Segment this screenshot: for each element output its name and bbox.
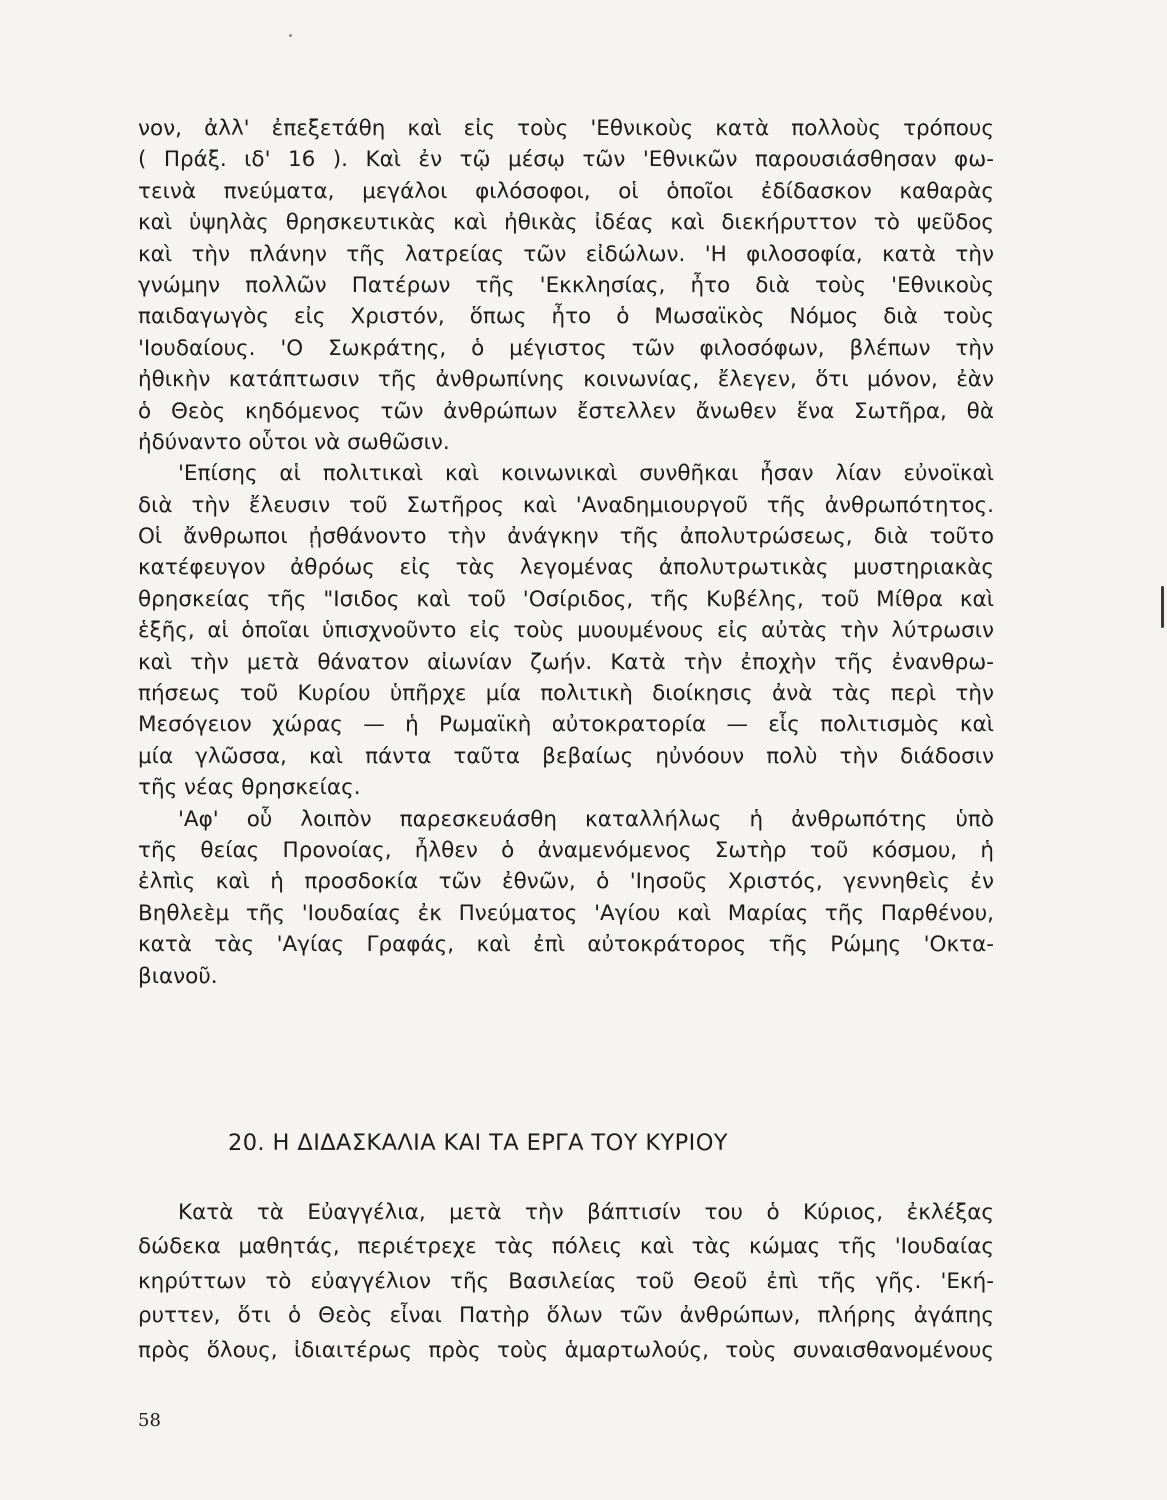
text-line: 'Αφ' οὗ λοιπὸν παρεσκευάσθη καταλλήλως ἡ ἀνθρωπότης ὑπὸ xyxy=(178,806,994,832)
text-line: 'Ιουδαίους. 'Ο Σωκράτης, ὁ μέγιστος τῶν φιλοσόφων, βλέπων τὴν xyxy=(138,335,994,361)
text-line: τῆς νέας θρησκείας. xyxy=(138,775,361,801)
paragraph-4 xyxy=(138,1196,994,1368)
text-line: ρυττεν, ὅτι ὁ Θεὸς εἶναι Πατὴρ ὅλων τῶν ἀνθρώπων, πλήρης ἀγάπης xyxy=(138,1303,994,1329)
text-line: Βηθλεὲμ τῆς 'Ιουδαίας ἐκ Πνεύματος 'Αγίου καὶ Μαρίας τῆς Παρθένου, xyxy=(138,900,994,926)
main-text xyxy=(138,113,994,992)
text-line: θρησκείας τῆς "Ισιδος καὶ τοῦ 'Οσίριδος, τῆς Κυβέλης, τοῦ Μίθρα καὶ xyxy=(138,586,994,612)
section-heading: 20. Η ΔΙΔΑΣΚΑΛΙΑ ΚΑΙ ΤΑ ΕΡΓΑ ΤΟΥ ΚΥΡΙΟΥ xyxy=(228,1130,728,1156)
text-line: ἠθικὴν κατάπτωσιν τῆς ἀνθρωπίνης κοινωνίας, ἔλεγεν, ὅτι μόνον, ἐὰν xyxy=(138,367,994,393)
text-line: βιανοῦ. xyxy=(138,963,218,989)
text-line: 'Επίσης αἱ πολιτικαὶ καὶ κοινωνικαὶ συνθῆκαι ἦσαν λίαν εὐνοϊκαὶ xyxy=(178,461,994,487)
text-line: δώδεκα μαθητάς, περιέτρεχε τὰς πόλεις καὶ τὰς κώμας τῆς 'Ιουδαίας xyxy=(138,1234,994,1260)
text-line: ὁ Θεὸς κηδόμενος τῶν ἀνθρώπων ἔστελλεν ἄνωθεν ἕνα Σωτῆρα, θὰ xyxy=(138,398,994,424)
text-line: γνώμην πολλῶν Πατέρων τῆς 'Εκκλησίας, ἦτο διὰ τοὺς 'Εθνικοὺς xyxy=(138,272,994,298)
text-line: διὰ τὴν ἔλευσιν τοῦ Σωτῆρος καὶ 'Αναδημιουργοῦ τῆς ἀνθρωπότητος. xyxy=(138,492,994,518)
text-line: παιδαγωγὸς εἰς Χριστόν, ὅπως ἦτο ὁ Μωσαϊκὸς Νόμος διὰ τοὺς xyxy=(138,304,994,330)
text-line: κατὰ τὰς 'Αγίας Γραφάς, καὶ ἐπὶ αὐτοκράτορος τῆς Ρώμης 'Οκτα- xyxy=(138,932,994,958)
text-line: τῆς θείας Προνοίας, ἦλθεν ὁ ἀναμενόμενος Σωτὴρ τοῦ κόσμου, ἡ xyxy=(138,837,994,863)
text-line: Μεσόγειον χώρας — ἡ Ρωμαϊκὴ αὐτοκρατορία — εἷς πολιτισμὸς καὶ xyxy=(138,712,994,738)
paragraph-1 xyxy=(138,113,994,458)
page-edge-mark xyxy=(1161,586,1164,628)
text-line: ἠδύναντο οὗτοι νὰ σωθῶσιν. xyxy=(138,429,450,455)
text-line: Κατὰ τὰ Εὐαγγέλια, μετὰ τὴν βάπτισίν του ὁ Κύριος, ἐκλέξας xyxy=(178,1200,994,1225)
text-line: καὶ τὴν μετὰ θάνατον αἰωνίαν ζωήν. Κατὰ τὴν ἐποχὴν τῆς ἐνανθρω- xyxy=(138,649,994,675)
text-line: ( Πράξ. ιδ' 16 ). Καὶ ἐν τῷ μέσῳ τῶν 'Εθνικῶν παρουσιάσθησαν φω- xyxy=(138,147,994,173)
text-line: νον, ἀλλ' ἐπεξετάθη καὶ εἰς τοὺς 'Εθνικοὺς κατὰ πολλοὺς τρόπους xyxy=(138,116,994,141)
text-line: κηρύττων τὸ εὐαγγέλιον τῆς Βασιλείας τοῦ Θεοῦ ἐπὶ τῆς γῆς. 'Εκή- xyxy=(138,1268,994,1294)
text-line: μία γλῶσσα, καὶ πάντα ταῦτα βεβαίως ηὐνόουν πολὺ τὴν διάδοσιν xyxy=(138,743,994,769)
text-line: τεινὰ πνεύματα, μεγάλοι φιλόσοφοι, οἱ ὁποῖοι ἐδίδασκον καθαρὰς xyxy=(138,178,994,204)
text-line: Οἱ ἄνθρωποι ᾐσθάνοντο τὴν ἀνάγκην τῆς ἀπολυτρώσεως, διὰ τοῦτο xyxy=(138,524,994,550)
text-line: ἐλπὶς καὶ ἡ προσδοκία τῶν ἐθνῶν, ὁ 'Ιησοῦς Χριστός, γεννηθεὶς ἐν xyxy=(138,869,994,895)
text-line: καὶ τὴν πλάνην τῆς λατρείας τῶν εἰδώλων. 'Η φιλοσοφία, κατὰ τὴν xyxy=(138,241,994,267)
paragraph-2 xyxy=(138,458,994,803)
text-line: ἑξῆς, αἱ ὁποῖαι ὑπισχνοῦντο εἰς τοὺς μυουμένους εἰς αὐτὰς τὴν λύτρωσιν xyxy=(138,618,994,644)
page-number: 58 xyxy=(138,1410,161,1431)
text-line: πρὸς ὅλους, ἰδιαιτέρως πρὸς τοὺς ἁμαρτωλούς, τοὺς συναισθανομένους xyxy=(138,1337,994,1363)
scan-speck xyxy=(289,34,292,37)
paragraph-3 xyxy=(138,804,994,992)
text-line: καὶ ὑψηλὰς θρησκευτικὰς καὶ ἠθικὰς ἰδέας καὶ διεκήρυττον τὸ ψεῦδος xyxy=(138,210,994,236)
text-line: πήσεως τοῦ Κυρίου ὑπῆρχε μία πολιτικὴ διοίκησις ἀνὰ τὰς περὶ τὴν xyxy=(138,681,994,707)
text-line: κατέφευγον ἀθρόως εἰς τὰς λεγομένας ἀπολυτρωτικὰς μυστηριακὰς xyxy=(138,555,994,581)
